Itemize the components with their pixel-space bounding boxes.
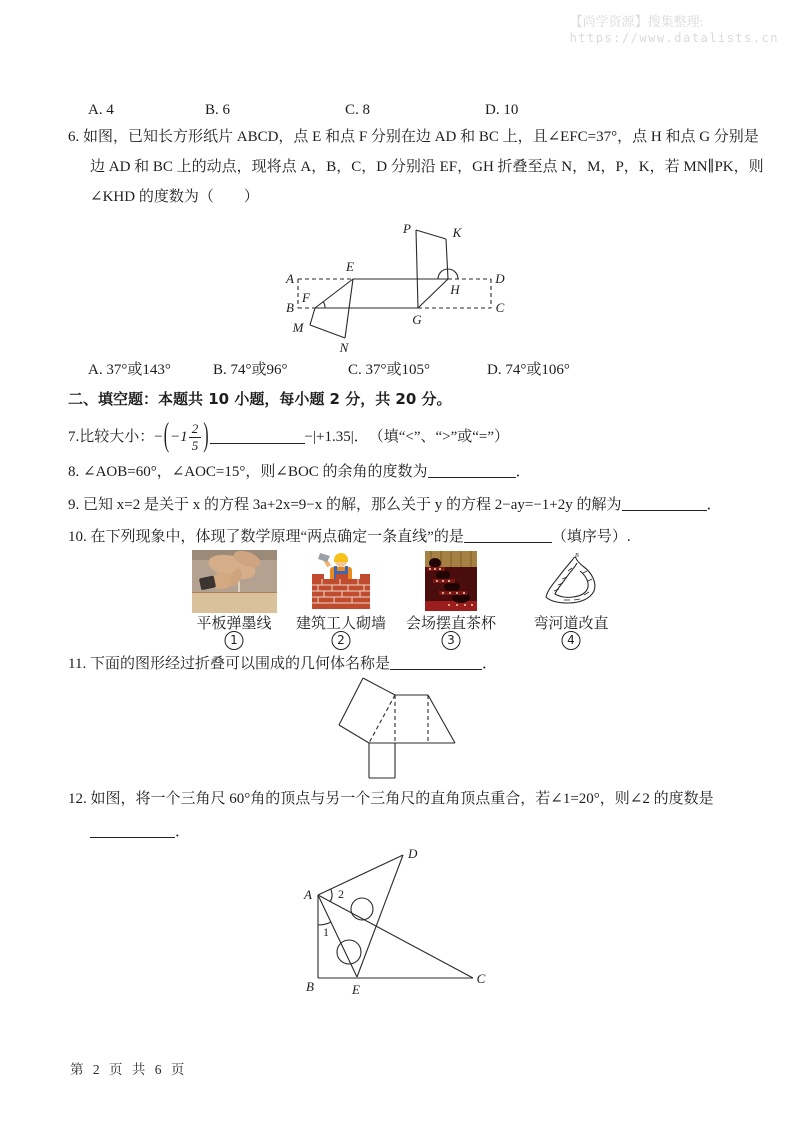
chalk-line-photo <box>192 550 277 613</box>
q6-label-k: K <box>452 225 462 240</box>
q6-label-p: P <box>403 221 411 236</box>
pic4-circled-number: 4 <box>562 631 581 650</box>
q11-answer-blank <box>390 656 482 670</box>
pic1-caption: 平板弹墨线 <box>196 616 272 632</box>
q5-option-a: A. 4 <box>88 102 114 118</box>
q6-label-c: C <box>495 300 505 315</box>
q12-angle1-label: 1 <box>323 925 329 939</box>
q5-option-c: C. 8 <box>345 102 371 118</box>
q6-option-d: D. 74°或106° <box>487 362 570 378</box>
q8 <box>68 462 531 482</box>
q7-lead: 比较大小： <box>79 429 155 445</box>
q7-number: 7. <box>68 429 80 445</box>
q12-label-a: A <box>304 887 312 902</box>
q7-fraction <box>189 422 202 452</box>
q7-inner-int: −1 <box>170 429 188 445</box>
q6-label-h: H <box>450 282 460 297</box>
q6-option-c: C. 37°或105° <box>348 362 431 378</box>
q7-paren-close: ) <box>203 418 209 454</box>
q7-outer-minus: − <box>154 429 163 445</box>
q12-label-e: E <box>352 982 360 997</box>
q12-number: 12. <box>68 791 91 807</box>
q9-text: 已知 x=2 是关于 x 的方程 3a+2x=9−x 的解，那么关于 y 的方程 2−ay=−1+2y 的解为 <box>83 497 622 513</box>
q6-label-g: G <box>412 312 422 327</box>
q7 <box>68 415 509 459</box>
section2-title: 二、填空题：本题共 10 小题，每小题 2 分，共 20 分。 <box>68 390 452 408</box>
pic1-circled-number: 1 <box>225 631 244 650</box>
q6-line1: 6. 如图，已知长方形纸片 ABCD，点 E 和点 F 分别在边 AD 和 BC 上，且∠EFC=37°，点 H 和点 G 分别是 <box>68 129 759 145</box>
q7-answer-blank <box>210 430 305 444</box>
q9-tail: ． <box>706 497 722 513</box>
pic3-caption: 会场摆直茶杯 <box>405 616 497 632</box>
q7-frac-den: 5 <box>189 437 202 453</box>
q6-figure <box>283 220 515 356</box>
q8-tail: ． <box>515 464 531 480</box>
q10-answer-blank <box>464 529 552 543</box>
q6-line3: ∠KHD 的度数为（ ） <box>90 189 259 205</box>
q11-tail: ． <box>481 656 497 672</box>
q5-option-b: B. 6 <box>205 102 231 118</box>
q12-label-b: B <box>306 979 314 994</box>
q12-line2 <box>90 822 190 842</box>
q10-tail: （填序号）. <box>551 529 631 545</box>
q8-answer-blank <box>428 464 516 478</box>
q6-label-f: F <box>302 290 310 305</box>
q7-paren-open: ( <box>163 418 170 454</box>
q11 <box>68 654 497 674</box>
q6-label-b: B <box>286 300 294 315</box>
q11-text: 下面的图形经过折叠可以围成的几何体名称是 <box>89 656 390 672</box>
q12-label-d: D <box>408 846 418 861</box>
q7-hint: （填“<”、“>”或“=”） <box>368 429 510 445</box>
bricklayer-cartoon <box>310 551 372 611</box>
pic3-circled-number: 3 <box>442 631 461 650</box>
q6-label-e: E <box>346 259 354 274</box>
watermark-line1: 【尚学资源】搜集整理: <box>569 14 704 29</box>
q6-option-b: B. 74°或96° <box>213 362 288 378</box>
q12-answer-blank <box>90 824 175 838</box>
q11-number: 11. <box>68 656 90 672</box>
q6-label-n: N <box>339 340 349 355</box>
q6-line2: 边 AD 和 BC 上的动点，现将点 A，B，C，D 分别沿 EF，GH 折叠至点 N，M，P，K，若 MN∥PK，则 <box>90 159 764 175</box>
q9 <box>68 495 722 515</box>
q5-option-d: D. 10 <box>485 102 519 118</box>
watermark <box>570 13 779 47</box>
q6-label-a: A <box>286 271 294 286</box>
q10-number: 10. <box>68 529 91 545</box>
q10 <box>68 527 631 547</box>
pic2-caption: 建筑工人砌墙 <box>295 616 387 632</box>
q12-angle2-label: 2 <box>338 887 344 901</box>
river-sketch <box>540 551 603 611</box>
q10-text: 在下列现象中，体现了数学原理“两点确定一条直线”的是 <box>90 529 464 545</box>
meeting-hall-photo <box>425 551 477 611</box>
q6-label-m: M <box>292 320 304 335</box>
q6-option-a: A. 37°或143° <box>88 362 171 378</box>
q12-label-c: C <box>476 971 486 986</box>
q6-label-d: D <box>495 271 505 286</box>
q7-frac-num: 2 <box>191 421 199 436</box>
river-label-b: B <box>575 553 579 559</box>
pic2-circled-number: 2 <box>332 631 351 650</box>
q7-rhs: −|+1.35|． <box>304 429 369 445</box>
q8-text: ∠AOB=60°，∠AOC=15°，则∠BOC 的余角的度数为 <box>83 464 428 480</box>
page-footer: 第 2 页 共 6 页 <box>70 1062 188 1077</box>
pic4-caption: 弯河道改直 <box>533 616 609 632</box>
q12-tail: ． <box>175 824 191 840</box>
q12-text: 如图，将一个三角尺 60°角的顶点与另一个三角尺的直角顶点重合，若∠1=20°，则∠2 的度数是 <box>90 791 714 807</box>
q12-figure <box>298 846 500 998</box>
q8-number: 8. <box>68 464 83 480</box>
q12-line1 <box>68 789 714 809</box>
q11-figure <box>333 674 495 784</box>
q9-number: 9. <box>68 497 83 513</box>
watermark-url: https://www.datalists.cn <box>569 31 779 45</box>
q9-answer-blank <box>622 497 707 511</box>
